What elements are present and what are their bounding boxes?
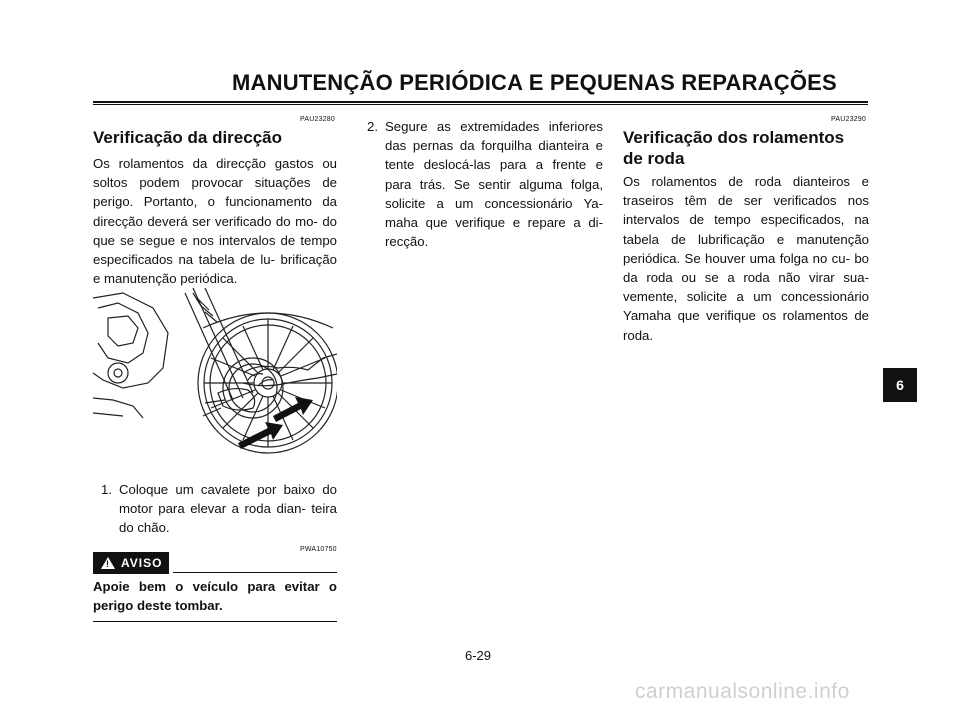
step-1 <box>101 480 337 538</box>
steering-illustration <box>93 288 337 460</box>
warning-bottom-rule <box>93 621 337 622</box>
warning-label: AVISO <box>121 556 163 570</box>
section-heading-steering: Verificação da direcção <box>93 128 282 147</box>
warning-rule <box>173 572 337 573</box>
step-1-number: 1. <box>101 482 112 497</box>
chapter-tab-label: 6 <box>896 377 904 393</box>
heading-line-1: Verificação dos rolamentos <box>623 128 845 147</box>
section-code-steering: PAU23280 <box>300 116 335 123</box>
step-2-text: Segure as extremidades inferiores das pernas da forquilha dianteira e tente deslocá-las para a frente e para trás. Se sentir alguma folga, solicite a um concessionário Ya- maha que verifique e repare a di- recção. <box>385 119 603 250</box>
page-number: 6-29 <box>465 648 492 663</box>
wheel-bearings-paragraph: Os rolamentos de roda dianteiros e traseiros têm de ser verificados nos intervalos de tempo especificados, na tabela de lubrificação e manutenção periódica. Se houver uma folga no cu- bo da roda ou se a roda não virar sua- vemente, solicite a um concessionário Yamaha que verifique os rolamentos de roda. <box>623 174 869 343</box>
step-2-number: 2. <box>367 119 378 134</box>
step-1-text: Coloque um cavalete por baixo do motor para elevar a roda dian- teira do chão. <box>119 482 337 536</box>
step-2 <box>367 117 603 251</box>
warning-text: Apoie bem o veículo para evitar o perigo deste tombar. <box>93 579 337 613</box>
warning-badge <box>93 552 169 574</box>
warning-code: PWA10750 <box>300 546 337 553</box>
section-code-wheel-bearings: PAU23290 <box>831 116 866 123</box>
watermark: carmanualsonline.info <box>635 680 850 703</box>
chapter-tab[interactable] <box>883 368 917 402</box>
warning-triangle-icon: ! <box>101 557 115 569</box>
page-header-title: MANUTENÇÃO PERIÓDICA E PEQUENAS REPARAÇÕES <box>232 70 837 95</box>
steering-paragraph: Os rolamentos da direcção gastos ou soltos podem provocar situações de perigo. Portanto, o funcionamento da direcção deverá ser verificado do mo- do que se segue e nos intervalos de tempo especificados na tabela de lu- brificação e manutenção periódica. <box>93 156 337 287</box>
section-heading-wheel-bearings <box>623 127 869 169</box>
header-rule <box>93 101 868 103</box>
heading-line-2: de roda <box>623 149 685 168</box>
header-rule-thin <box>93 104 868 105</box>
